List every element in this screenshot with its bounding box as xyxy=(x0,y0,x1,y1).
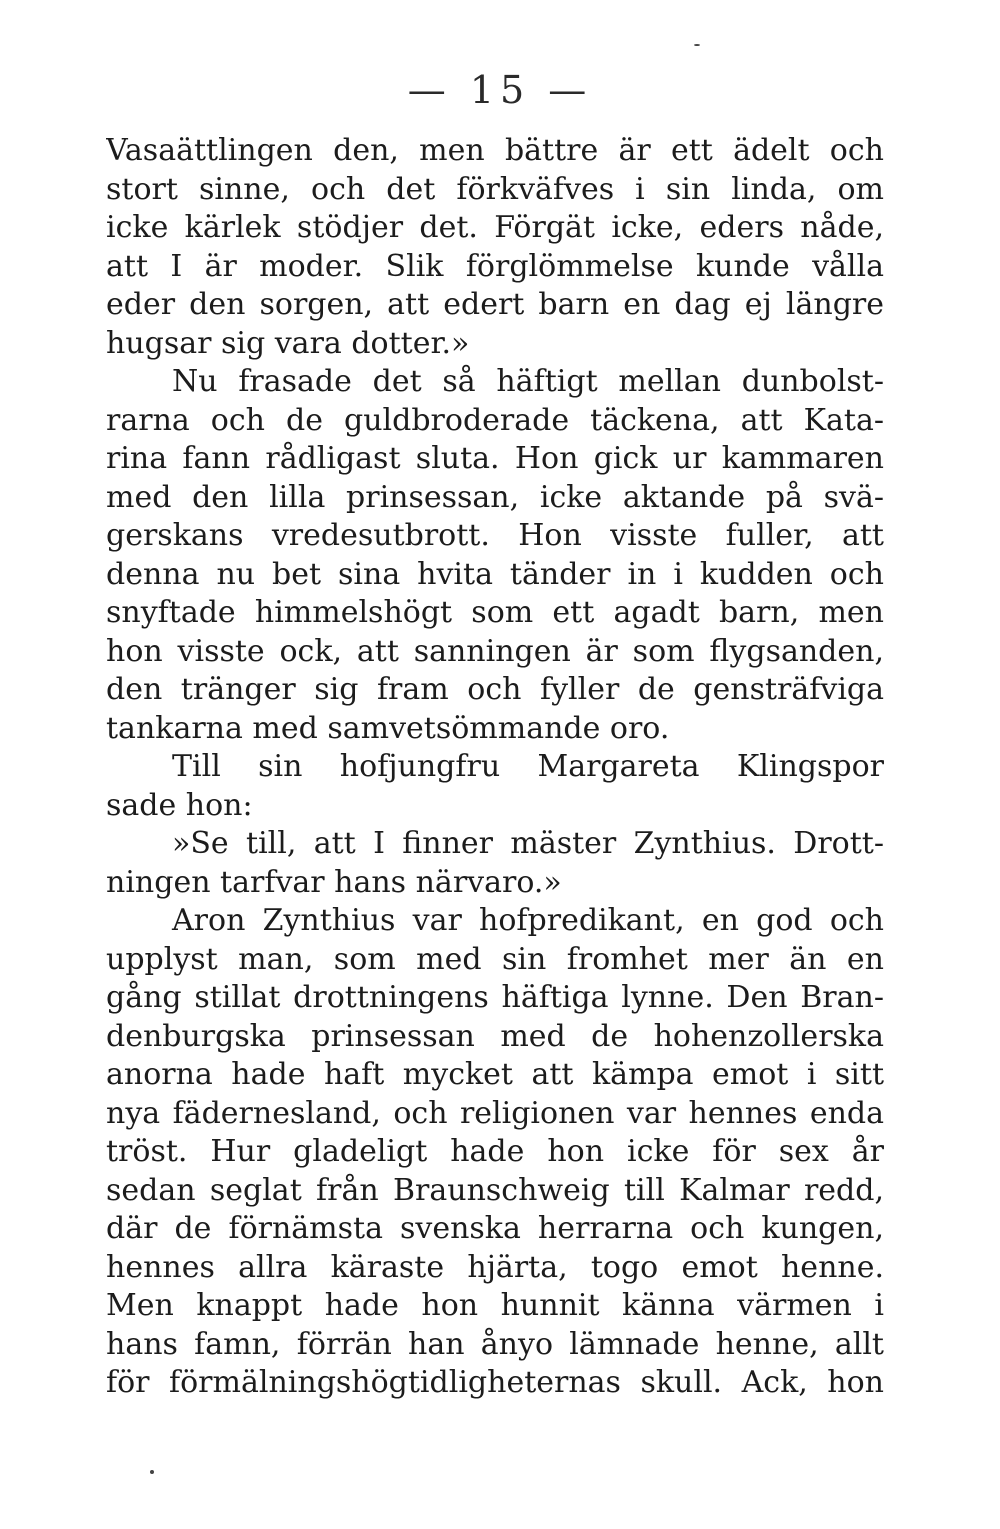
text-line: den tränger sig fram och fyller de gensträfviga xyxy=(106,672,884,707)
text-line: med den lilla prinsessan, icke aktande på svä- xyxy=(106,479,884,515)
text-line: ningen tarfvar hans närvaro.» xyxy=(106,864,562,900)
text-line: upplyst man, som med sin fromhet mer än en xyxy=(106,941,884,977)
text-line: tankarna med samvetsömmande oro. xyxy=(106,710,670,746)
text-line: Men knappt hade hon hunnit känna värmen i xyxy=(106,1288,884,1323)
text-line: för förmälningshögtidligheternas skull. Ack, hon xyxy=(106,1365,884,1400)
text-line: rarna och de guldbroderade täckena, att Kata- xyxy=(106,402,884,438)
text-line: denna nu bet sina hvita tänder in i kudden och xyxy=(106,556,884,592)
print-speck xyxy=(694,44,700,46)
text-line: eder den sorgen, att edert barn en dag ej längre xyxy=(106,287,884,322)
text-line: stort sinne, och det förkväfves i sin linda, om xyxy=(106,171,884,207)
text-line: där de förnämsta svenska herrarna och kungen, xyxy=(106,1211,884,1246)
text-line: hon visste ock, att sanningen är som flygsanden, xyxy=(106,633,884,669)
text-line: Vasaättlingen den, men bättre är ett ädelt och xyxy=(106,133,884,168)
text-line: denburgska prinsessan med de hohenzollerska xyxy=(106,1018,884,1054)
text-line: rina fann rådligast sluta. Hon gick ur kammaren xyxy=(106,441,884,476)
print-speck xyxy=(150,1470,154,1474)
paragraph-start-line: Aron Zynthius var hofpredikant, en god och xyxy=(172,903,884,938)
paragraph-start-line: »Se till, att I finner mäster Zynthius. Drott- xyxy=(172,826,884,861)
text-line: nya fädernesland, och religionen var hennes enda xyxy=(106,1095,884,1131)
text-line: anorna hade haft mycket att kämpa emot i sitt xyxy=(106,1057,884,1092)
text-line: hans famn, förrän han ånyo lämnade henne, allt xyxy=(106,1326,884,1362)
paragraph-start-line: Till sin hofjungfru Margareta Klingspor xyxy=(172,749,884,784)
text-line: gång stillat drottningens häftiga lynne. Den Bran- xyxy=(106,980,884,1015)
text-line: att I är moder. Slik förglömmelse kunde vålla xyxy=(106,248,884,284)
text-line: snyftade himmelshögt som ett agadt barn, men xyxy=(106,595,884,630)
text-line: tröst. Hur gladeligt hade hon icke för sex år xyxy=(106,1134,884,1169)
paragraph-start-line: Nu frasade det så häftigt mellan dunbolst- xyxy=(172,364,884,399)
text-line: hennes allra käraste hjärta, togo emot henne. xyxy=(106,1249,884,1285)
text-line: sedan seglat från Braunschweig till Kalmar redd, xyxy=(106,1172,884,1208)
body-text xyxy=(106,132,884,1403)
text-line: sade hon: xyxy=(106,787,253,823)
page-number: — 15 — xyxy=(407,68,593,112)
text-line: gerskans vredesutbrott. Hon visste fuller, att xyxy=(106,518,884,553)
text-line: icke kärlek stödjer det. Förgät icke, eders nåde, xyxy=(106,210,884,245)
text-line: hugsar sig vara dotter.» xyxy=(106,325,470,361)
